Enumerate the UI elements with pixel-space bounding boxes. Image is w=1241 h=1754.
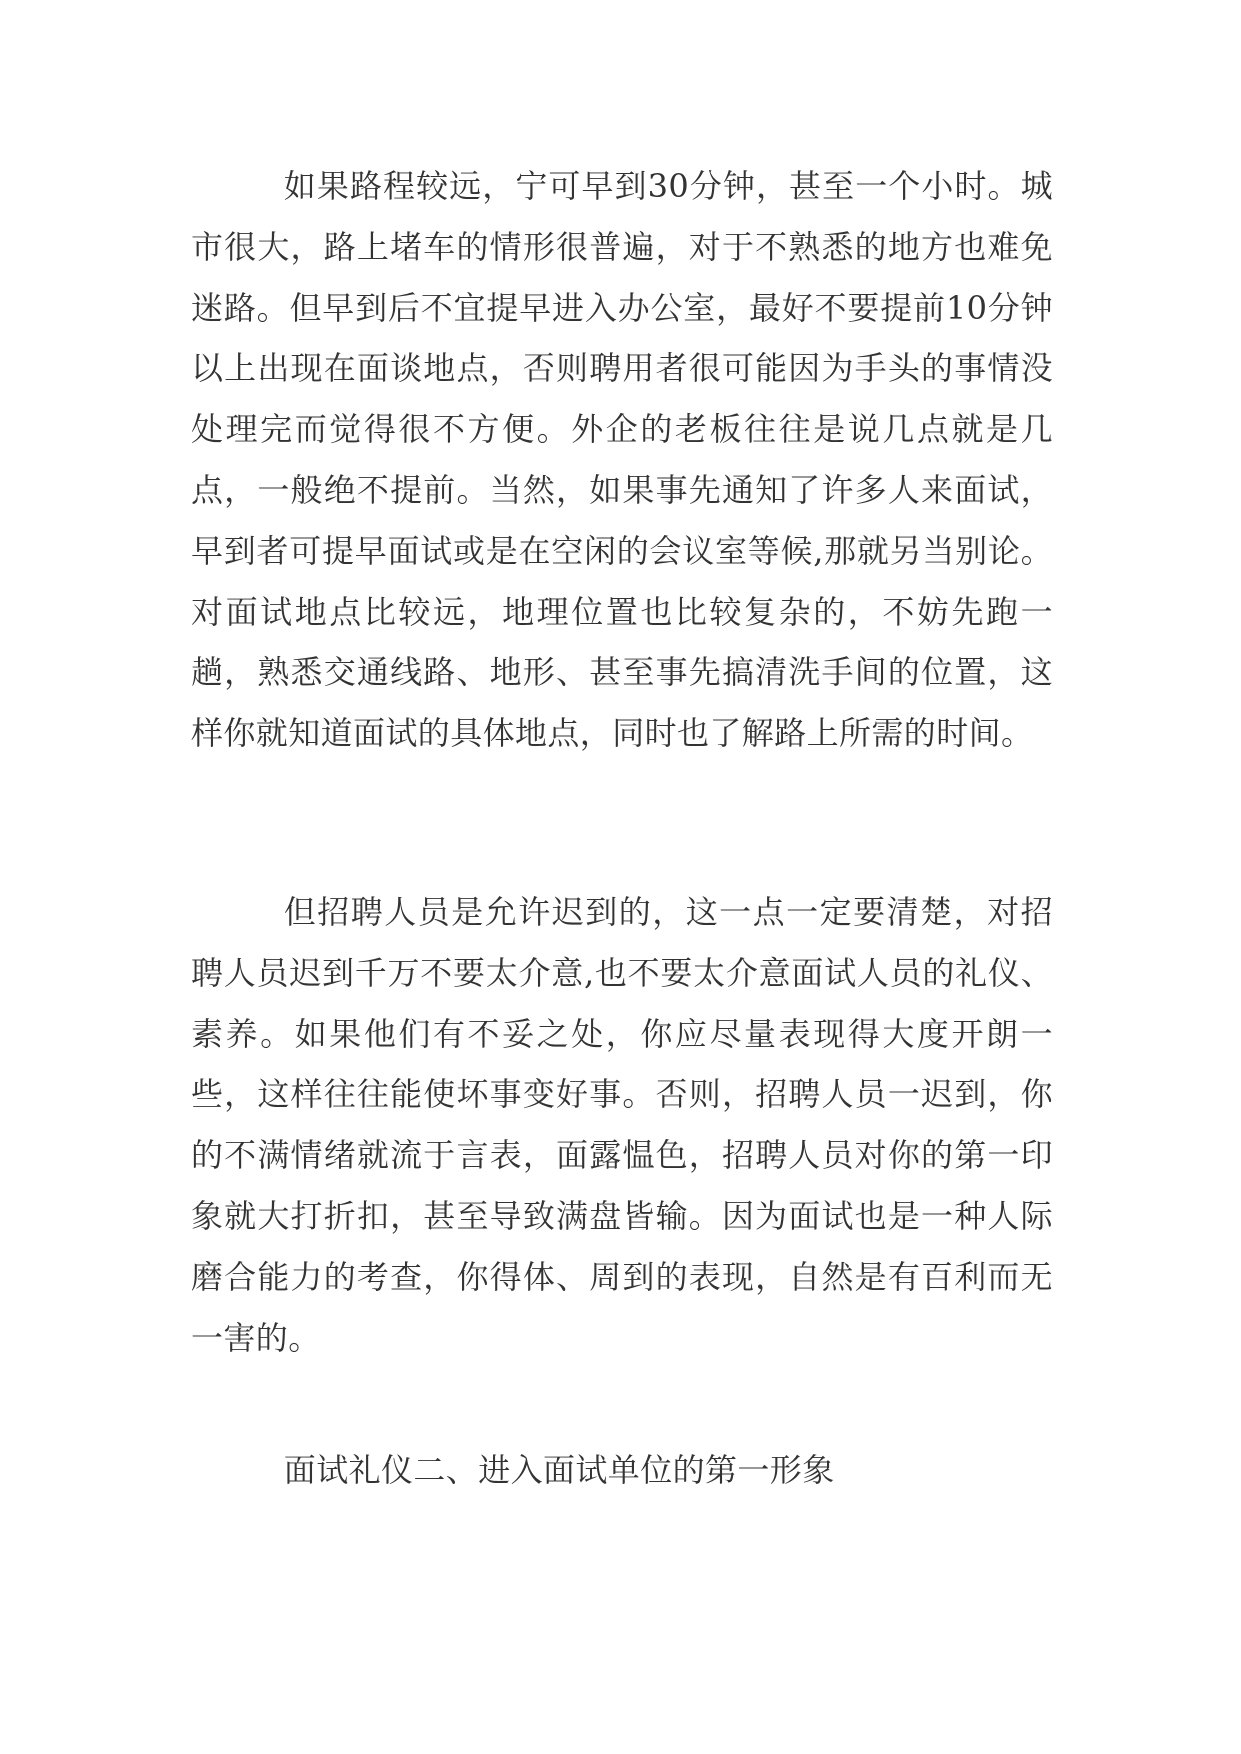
section-heading-first-impression: 面试礼仪二、进入面试单位的第一形象 <box>283 1451 835 1489</box>
paragraph-recruiter-late: 但招聘人员是允许迟到的，这一点一定要清楚，对招聘人员迟到千万不要太介意,也不要太介意面试人员的礼仪、素养。如果他们有不妥之处，你应尽量表现得大度开朗一些，这样往往能使坏事变好事。否则，招聘人员一迟到，你的不满情绪就流于言表，面露愠色，招聘人员对你的第一印象就大打折扣，甚至导致满盘皆输。因为面试也是一种人际磨合能力的考查，你得体、周到的表现，自然是有百利而无一害的。 <box>191 893 1053 1357</box>
paragraph-arrive-early: 如果路程较远，宁可早到30分钟，甚至一个小时。城市很大，路上堵车的情形很普遍，对于不熟悉的地方也难免迷路。但早到后不宜提早进入办公室，最好不要提前10分钟以上出现在面谈地点，否则聘用者很可能因为手头的事情没处理完而觉得很不方便。外企的老板往往是说几点就是几点，一般绝不提前。当然，如果事先通知了许多人来面试，早到者可提早面试或是在空闲的会议室等候,那就另当别论。对面试地点比较远，地理位置也比较复杂的，不妨先跑一趟，熟悉交通线路、地形、甚至事先搞清洗手间的位置，这样你就知道面试的具体地点，同时也了解路上所需的时间。 <box>191 167 1053 753</box>
